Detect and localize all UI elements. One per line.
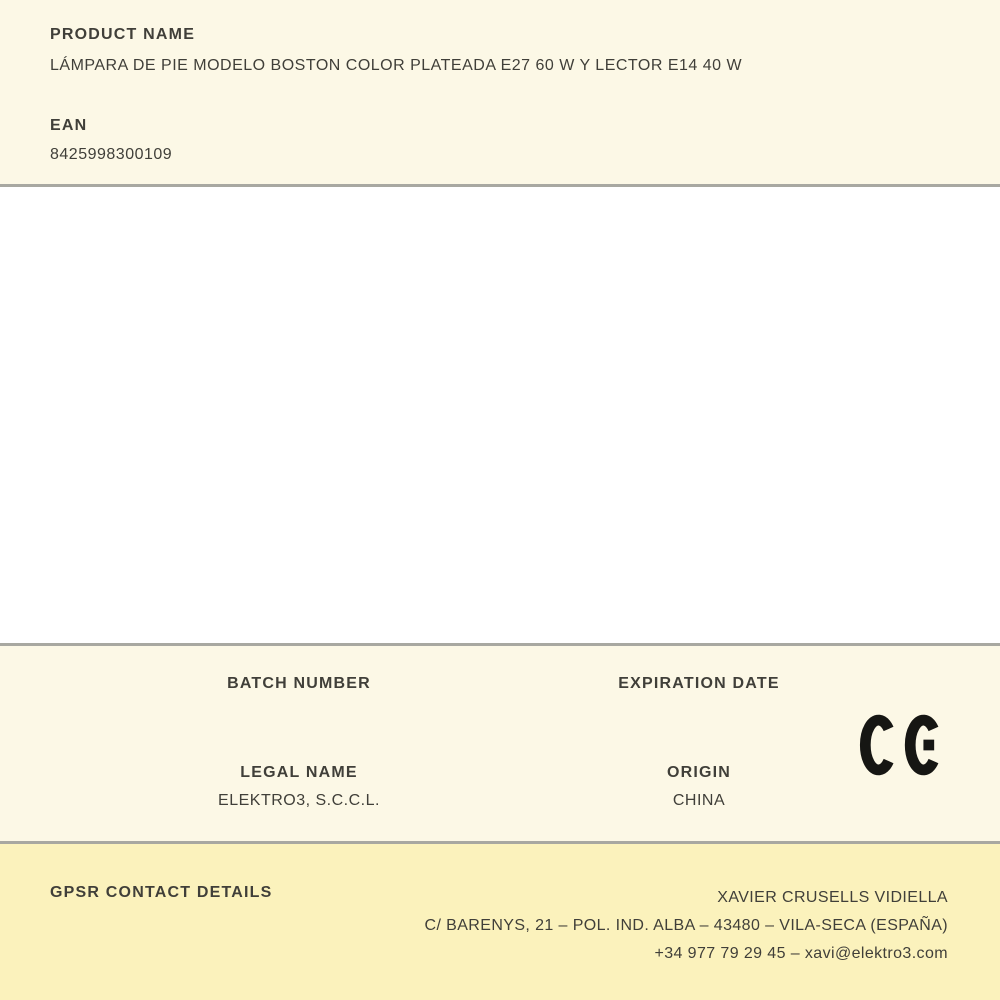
origin-label: ORIGIN (666, 764, 732, 781)
details-section (0, 646, 1000, 841)
product-name-label: PRODUCT NAME (50, 26, 196, 43)
gpsr-contact-block (425, 884, 949, 968)
origin-value: CHINA (672, 792, 726, 809)
gpsr-contact-label: GPSR CONTACT DETAILS (50, 884, 273, 901)
blank-area (0, 187, 1000, 643)
ean-value: 8425998300109 (50, 146, 173, 163)
batch-number-label: BATCH NUMBER (227, 675, 371, 692)
legal-name-label: LEGAL NAME (240, 764, 358, 781)
contact-phone-email: +34 977 79 29 45 – xavi@elektro3.com (654, 945, 948, 962)
legal-name-value: ELEKTRO3, S.C.C.L. (218, 792, 380, 809)
contact-person: XAVIER CRUSELLS VIDIELLA (717, 889, 948, 906)
product-info-section (0, 0, 1000, 184)
contact-address: C/ BARENYS, 21 – POL. IND. ALBA – 43480 – VILA-SECA (ESPAÑA) (424, 917, 948, 934)
gpsr-contact-section (0, 844, 1000, 1000)
expiration-date-label: EXPIRATION DATE (618, 675, 780, 692)
product-name-value: LÁMPARA DE PIE MODELO BOSTON COLOR PLATEADA E27 60 W Y LECTOR E14 40 W (50, 57, 743, 74)
ean-label: EAN (50, 117, 88, 134)
ce-mark-icon (859, 713, 941, 777)
